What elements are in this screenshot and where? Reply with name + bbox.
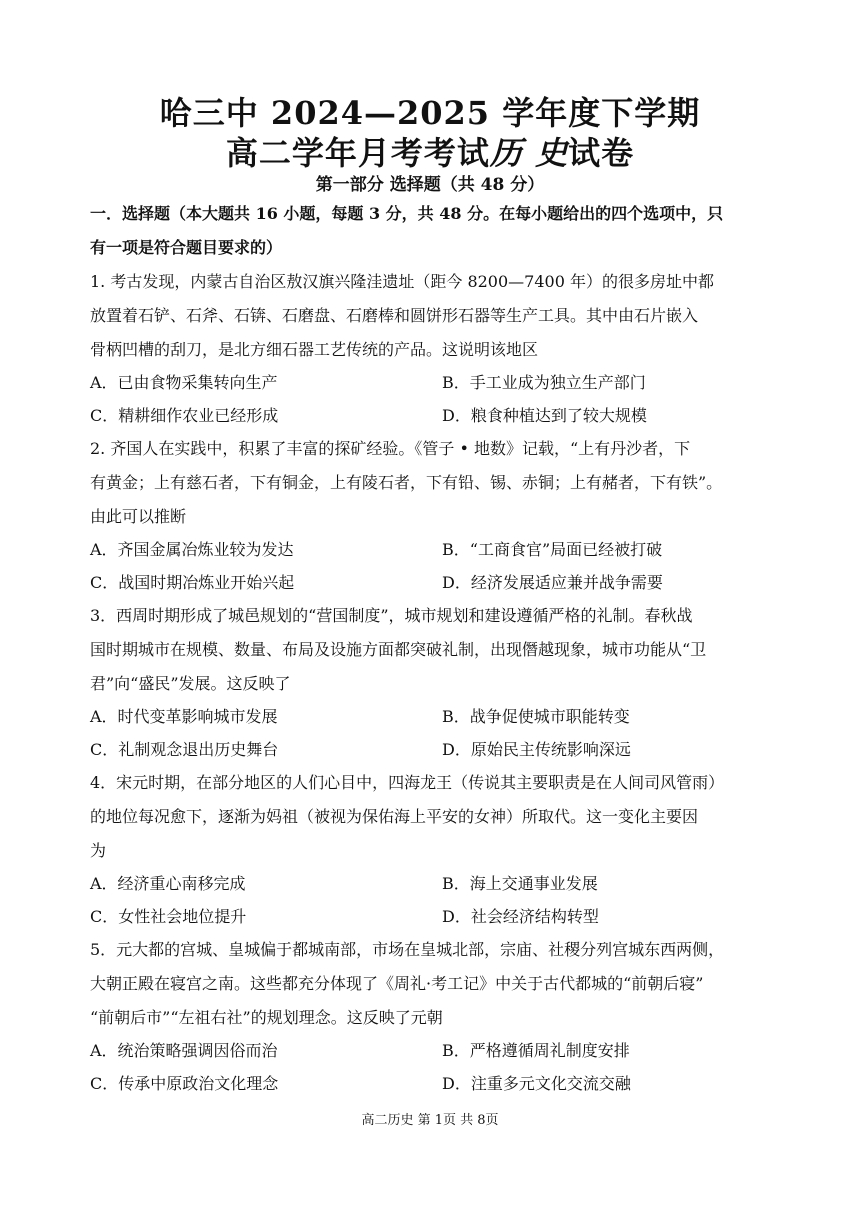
question-4-option-a: A．经济重心南移完成 <box>90 874 246 893</box>
question-5-line-1: 5．元大都的宫城、皇城偏于都城南部，市场在皇城北部，宗庙、社稷分列宫城东西两侧， <box>90 940 725 959</box>
page-footer: 高二历史 第 1页 共 8页 <box>361 1113 499 1128</box>
question-1-option-c: C．精耕细作农业已经形成 <box>90 406 279 425</box>
question-5-option-a: A．统治策略强调因俗而治 <box>90 1041 278 1060</box>
question-1-line-2: 放置着石铲、石斧、石锛、石磨盘、石磨棒和圆饼形石器等生产工具。其中由石片嵌入 <box>90 306 699 325</box>
question-2-line-2: 有黄金；上有慈石者，下有铜金，上有陵石者，下有铅、锡、赤铜；上有赭者，下有铁”。 <box>90 473 723 492</box>
question-2-line-1: 2. 齐国人在实践中，积累了丰富的探矿经验。《管子 • 地数》记载，“上有丹沙者，下 <box>90 439 691 458</box>
question-1-option-b: B．手工业成为独立生产部门 <box>442 373 646 392</box>
question-3-line-3: 君”向“盛民”发展。这反映了 <box>90 674 291 693</box>
title-prefix: 高二学年月考考试 <box>225 134 490 172</box>
question-1-option-a: A．已由食物采集转向生产 <box>90 373 278 392</box>
question-4-line-2: 的地位每况愈下，逐渐为妈祖（被视为保佑海上平安的女神）所取代。这一变化主要因 <box>90 807 699 826</box>
question-3-option-a: A．时代变革影响城市发展 <box>90 707 278 726</box>
question-4-line-3: 为 <box>90 841 107 860</box>
question-2-option-b: B．“工商食官”局面已经被打破 <box>442 540 663 559</box>
question-2-option-d: D．经济发展适应兼并战争需要 <box>442 573 663 592</box>
question-1-option-d: D．粮食种植达到了较大规模 <box>442 406 647 425</box>
title-suffix: 试卷 <box>568 134 635 172</box>
question-3-option-b: B．战争促使城市职能转变 <box>442 707 630 726</box>
question-4-option-d: D．社会经济结构转型 <box>442 907 599 926</box>
question-3-line-2: 国时期城市在规模、数量、布局及设施方面都突破礼制，出现僭越现象，城市功能从“卫 <box>90 640 707 659</box>
question-5-line-2: 大朝正殿在寝宫之南。这些都充分体现了《周礼·考工记》中关于古代都城的“前朝后寝” <box>90 974 704 993</box>
question-5-option-d: D．注重多元文化交流交融 <box>442 1074 631 1093</box>
section-instruction-line2: 有一项是符合题目要求的） <box>90 238 283 257</box>
question-1-line-1: 1. 考古发现，内蒙古自治区敖汉旗兴隆洼遗址（距今 8200—7400 年）的很多房址中都 <box>90 272 714 291</box>
question-1-line-3: 骨柄凹槽的刮刀，是北方细石器工艺传统的产品。这说明该地区 <box>90 340 539 359</box>
question-5-option-b: B．严格遵循周礼制度安排 <box>442 1041 630 1060</box>
question-5-option-c: C．传承中原政治文化理念 <box>90 1074 279 1093</box>
question-4-option-b: B．海上交通事业发展 <box>442 874 598 893</box>
question-5-line-3: “前朝后市”“左祖右社”的规划理念。这反映了元朝 <box>90 1008 443 1027</box>
exam-title-line1: 哈三中 2024—2025 学年度下学期 <box>159 94 701 132</box>
exam-title-line2 <box>0 128 860 174</box>
question-2-option-c: C．战国时期冶炼业开始兴起 <box>90 573 295 592</box>
question-2-line-3: 由此可以推断 <box>90 507 187 526</box>
question-3-option-c: C．礼制观念退出历史舞台 <box>90 740 279 759</box>
question-3-option-d: D．原始民主传统影响深远 <box>442 740 631 759</box>
title-subject: 历 史 <box>489 134 569 172</box>
question-4-option-c: C．女性社会地位提升 <box>90 907 247 926</box>
question-2-option-a: A．齐国金属冶炼业较为发达 <box>90 540 294 559</box>
question-4-line-1: 4．宋元时期，在部分地区的人们心目中，四海龙王（传说其主要职责是在人间司风管雨） <box>90 773 725 792</box>
question-3-line-1: 3．西周时期形成了城邑规划的“营国制度”，城市规划和建设遵循严格的礼制。春秋战 <box>90 606 693 625</box>
section-instruction-line1: 一．选择题（本大题共 16 小题，每题 3 分，共 48 分。在每小题给出的四个选项中，只 <box>90 204 724 223</box>
part-heading: 第一部分 选择题（共 48 分） <box>315 175 545 195</box>
